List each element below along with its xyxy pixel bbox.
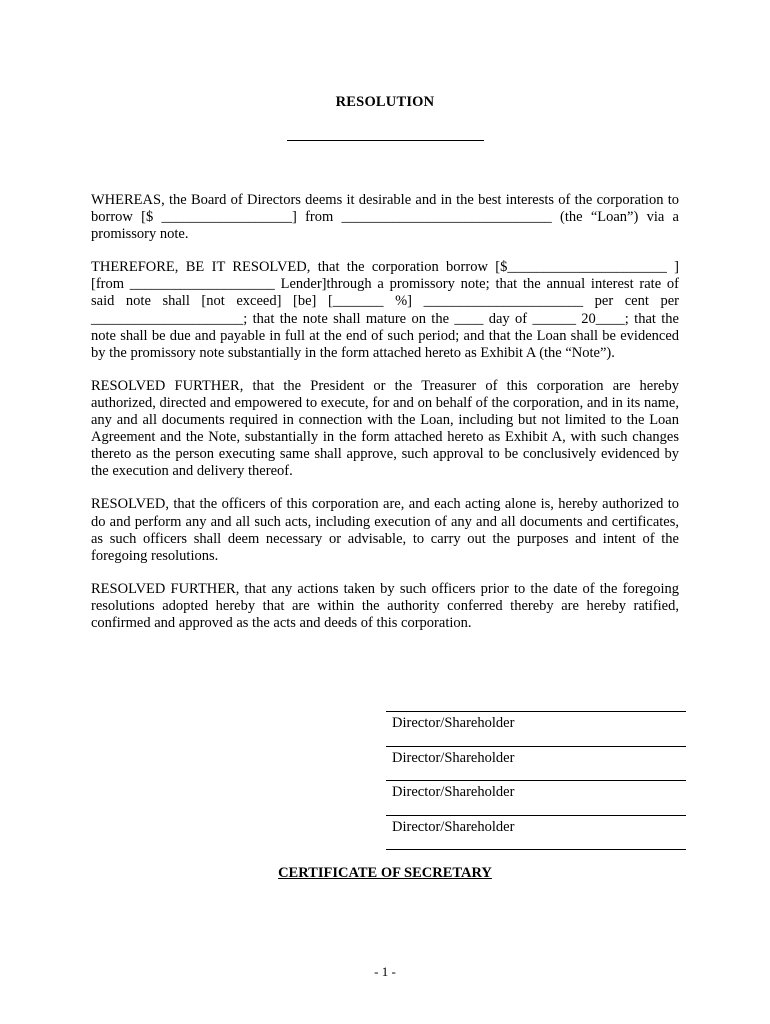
signature-line-5 bbox=[386, 849, 686, 859]
signature-label: Director/Shareholder bbox=[392, 749, 515, 766]
whereas-paragraph: WHEREAS, the Board of Directors deems it desirable and in the best interests of the corporation to borrow [$ __________________] from _____________________________ (the “Loan”) via a promissory note. bbox=[91, 192, 679, 243]
signature-label: Director/Shareholder bbox=[392, 715, 515, 731]
signature-line-3 bbox=[386, 780, 686, 815]
signature-block bbox=[386, 711, 686, 859]
therefore-resolved-paragraph: THEREFORE, BE IT RESOLVED, that the corporation borrow [$______________________ ] [from ____________________ Lender]through a promissory note; that the annual interest rate of said note shall [not exceed] [be] [_______ %] ______________________ per cent per _____________________; that the note shall mature on the ____ day of ______ 20____; that the note shall be due and payable in full at the end of such period; and that the Loan shall be evidenced by the promissory note substantially in the form attached hereto as Exhibit A (the “Note”). bbox=[91, 259, 679, 361]
page-number: - 1 - bbox=[374, 964, 396, 979]
document-title: RESOLUTION bbox=[335, 94, 435, 110]
certificate-title: CERTIFICATE OF SECRETARY bbox=[278, 865, 492, 881]
signature-line-1 bbox=[386, 711, 686, 746]
signature-line-4 bbox=[386, 815, 686, 850]
resolved-further-ratification-paragraph: RESOLVED FURTHER, that any actions taken by such officers prior to the date of the foregoing resolutions adopted hereby that are within the authority conferred thereby are hereby ratified, confirmed and approved as the acts and deeds of this corporation. bbox=[91, 580, 679, 631]
signature-label: Director/Shareholder bbox=[392, 818, 515, 835]
signature-line-2 bbox=[386, 746, 686, 781]
resolved-further-authorization-paragraph: RESOLVED FURTHER, that the President or the Treasurer of this corporation are hereby authorized, directed and empowered to execute, for and on behalf of the corporation, and in its name, any and all documents required in connection with the Loan, including but not limited to the Loan Agreement and the Note, substantially in the form attached hereto as Exhibit A, with such changes thereto as the person executing same shall approve, such approval to be conclusively evidenced by the execution and delivery thereof. bbox=[91, 377, 679, 480]
signature-label: Director/Shareholder bbox=[392, 784, 515, 800]
resolved-officers-paragraph: RESOLVED, that the officers of this corporation are, and each acting alone is, hereby authorized to do and perform any and all such acts, including execution of any and all documents and certificates, as such officers shall deem necessary or advisable, to carry out the purposes and intent of the foregoing resolutions. bbox=[91, 496, 679, 564]
resolution-body bbox=[91, 192, 679, 648]
title-underline-rule bbox=[287, 140, 484, 141]
